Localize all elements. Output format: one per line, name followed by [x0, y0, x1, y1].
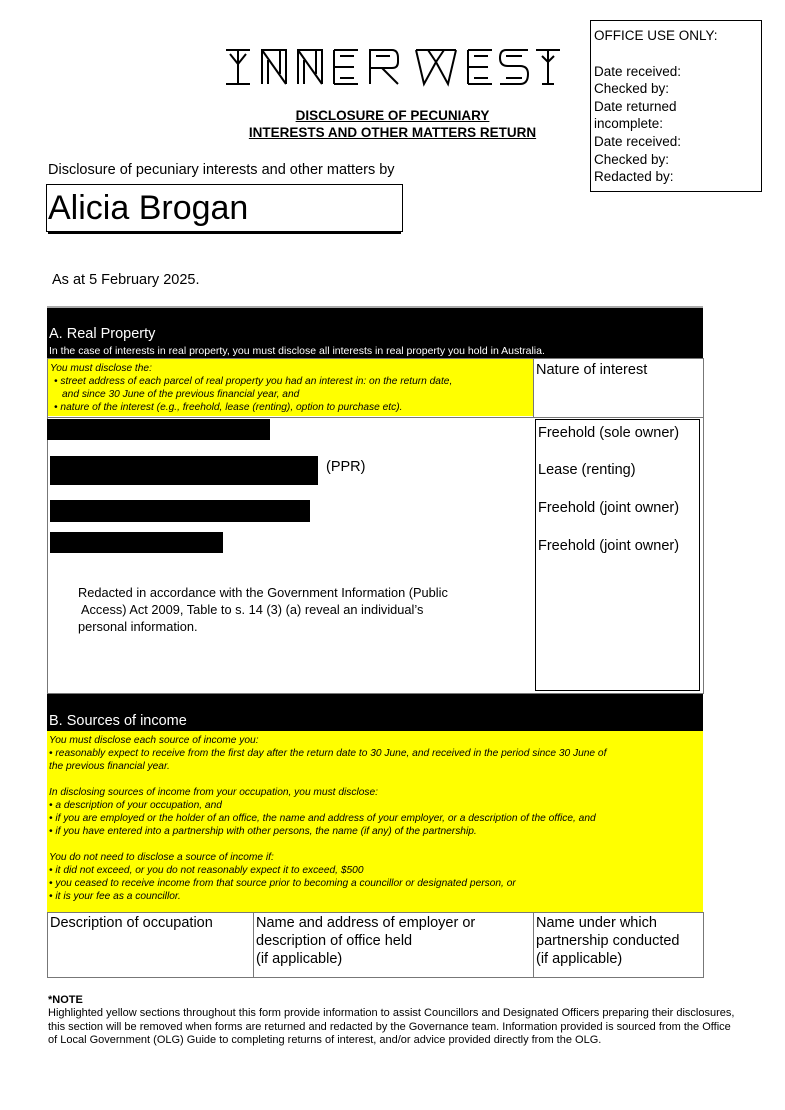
redaction-block — [50, 456, 318, 485]
office-use-line: Redacted by: — [594, 169, 674, 185]
column-header-line: partnership conducted — [536, 933, 680, 949]
guidance-bullet: • nature of the interest (e.g., freehold, lease (renting), option to purchase etc). — [54, 402, 403, 413]
column-header-line: Description of occupation — [50, 915, 213, 931]
form-title — [200, 107, 585, 141]
guidance-line: You must disclose each source of income you: — [49, 735, 259, 746]
column-header-line: Name under which — [536, 915, 657, 931]
column-divider — [253, 912, 254, 978]
office-use-line: Checked by: — [594, 81, 670, 97]
office-use-header: OFFICE USE ONLY: — [594, 28, 718, 43]
inner-west-logo — [222, 44, 562, 90]
guidance-line: In disclosing sources of income from your occupation, you must disclose: — [49, 787, 378, 798]
redaction-block — [50, 532, 223, 553]
office-use-box — [590, 20, 762, 192]
guidance-bullet-text: nature of the interest (e.g., freehold, lease (renting), option to purchase etc). — [60, 402, 403, 413]
office-use-line: incomplete: — [594, 116, 664, 132]
column-header-line: (if applicable) — [536, 951, 623, 967]
column-divider — [533, 912, 534, 978]
name-underline — [48, 232, 401, 234]
guidance-line: • a description of your occupation, and — [49, 800, 222, 811]
redaction-notice-line: Redacted in accordance with the Government Information (Public — [78, 585, 448, 600]
form-title-line2: INTERESTS AND OTHER MATTERS RETURN — [248, 125, 537, 140]
column-divider — [533, 359, 534, 418]
column-header-employer — [256, 914, 475, 968]
disclosure-by-label: Disclosure of pecuniary interests and other matters by — [48, 162, 395, 178]
office-use-line: Checked by: — [594, 151, 670, 167]
as-at-date: As at 5 February 2025. — [52, 272, 200, 288]
guidance-line: the previous financial year. — [49, 761, 170, 772]
nature-item: Freehold (joint owner) — [538, 500, 680, 516]
guidance-line: • it did not exceed, or you do not reasonably expect it to exceed, $500 — [49, 865, 364, 876]
ppr-label: (PPR) — [326, 459, 366, 475]
guidance-line: You do not need to disclose a source of income if: — [49, 852, 274, 863]
office-use-line: Date received: — [594, 63, 682, 79]
redaction-notice-line: Access) Act 2009, Table to s. 14 (3) (a) reveal an individual’s — [81, 602, 424, 617]
guidance-line: • if you have entered into a partnership with other persons, the name (if any) of the partnership. — [49, 826, 477, 837]
nature-item: Freehold (joint owner) — [538, 538, 680, 554]
nature-item: Lease (renting) — [538, 462, 636, 478]
guidance-line: • you ceased to receive income from that source prior to becoming a councillor or designated person, or — [49, 878, 516, 889]
guidance-line: • it is your fee as a councillor. — [49, 891, 181, 902]
form-title-line1: DISCLOSURE OF PECUNIARY — [295, 108, 490, 123]
section-a-guidance — [50, 362, 452, 414]
column-header-line: (if applicable) — [256, 951, 343, 967]
guidance-bullet-text: street address of each parcel of real property you had an interest in: on the return date, — [60, 376, 453, 387]
footer-note-body: Highlighted yellow sections throughout this form provide information to assist Councillors and Designated Officers preparing their disclosures, this section will be removed when forms are returned and redacted by the Governance team. Information provided is sourced from the Office of Local Government (OLG) Guide to completing returns of interest, and/or advice provided directly from the OLG. — [48, 1007, 735, 1046]
redaction-notice-line: personal information. — [78, 619, 198, 634]
section-b-guidance — [49, 734, 705, 903]
column-header-partnership — [536, 914, 680, 968]
guidance-bullet: • street address of each parcel of real property you had an interest in: on the return date, — [54, 376, 453, 387]
nature-of-interest-header: Nature of interest — [536, 362, 648, 378]
nature-of-interest-field[interactable] — [535, 419, 700, 691]
section-a-title: A. Real Property — [49, 326, 156, 342]
name-value: Alicia Brogan — [48, 189, 249, 227]
office-use-line: Date returned — [594, 98, 677, 114]
nature-item: Freehold (sole owner) — [538, 425, 680, 441]
redaction-block — [50, 500, 310, 522]
redaction-notice — [78, 584, 448, 635]
section-b-title: B. Sources of income — [49, 713, 187, 729]
guidance-line: • if you are employed or the holder of an office, the name and address of your employer, or a description of the office, and — [49, 813, 596, 824]
redaction-block — [47, 419, 270, 440]
column-header-line: description of office held — [256, 933, 413, 949]
row-divider — [47, 417, 704, 418]
guidance-bullet-continued: and since 30 June of the previous financial year, and — [62, 389, 300, 400]
office-use-line: Date received: — [594, 133, 682, 149]
footer-note-title: *NOTE — [48, 994, 83, 1006]
guidance-intro: You must disclose the: — [50, 363, 152, 374]
section-a-subtitle: In the case of interests in real property, you must disclose all interests in real property you hold in Australia. — [49, 345, 545, 357]
guidance-line: • reasonably expect to receive from the first day after the return date to 30 June, and received in the period since 30 June of — [49, 748, 607, 759]
column-header-occupation — [50, 914, 213, 932]
column-header-line: Name and address of employer or — [256, 915, 476, 931]
